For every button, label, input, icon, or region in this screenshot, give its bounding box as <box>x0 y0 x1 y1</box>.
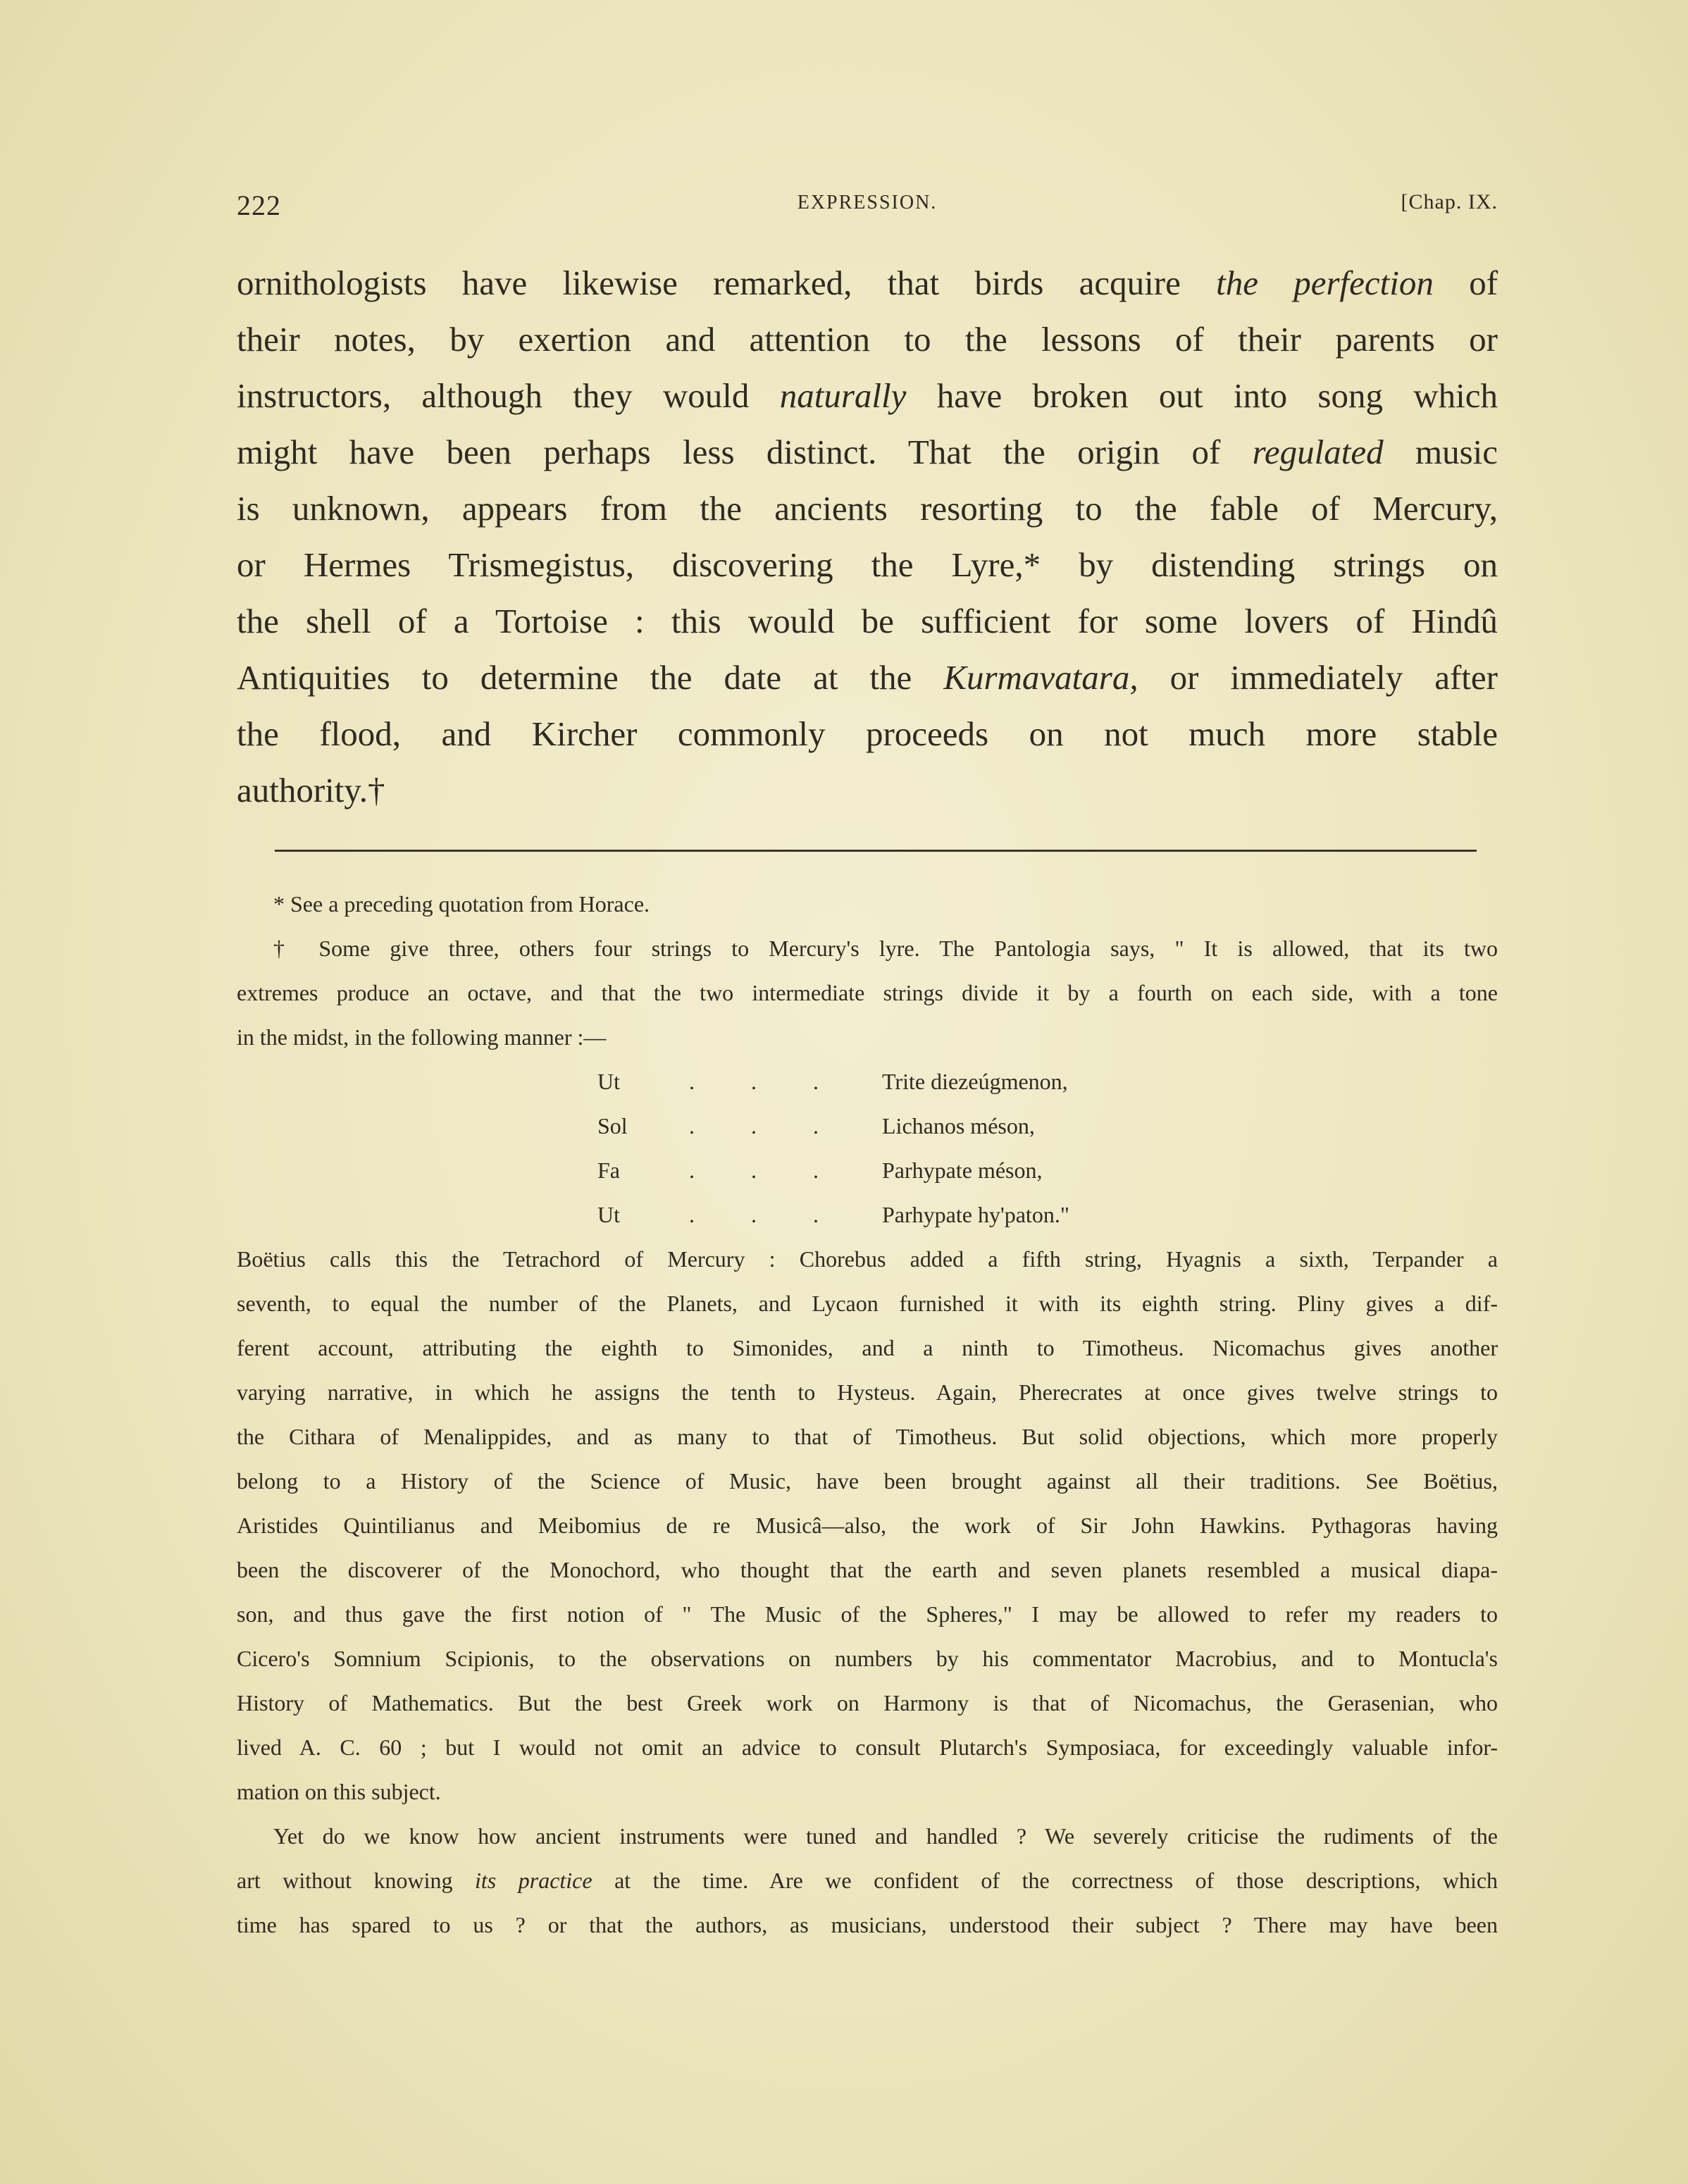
table-row <box>597 1148 1161 1193</box>
text-line: Antiquities to determine the date at the Kurmavatara, or immediately after <box>237 658 1498 697</box>
footnote-text-line: mation on this subject. <box>237 1779 441 1804</box>
footnote-text-line: seventh, to equal the number of the Planets, and Lycaon furnished it with its eighth string. Pliny gives a dif- <box>237 1291 1498 1316</box>
footnote-text-line: belong to a History of the Science of Music, have been brought against all their traditions. See Boëtius, <box>237 1468 1498 1494</box>
text-line: their notes, by exertion and attention to the lessons of their parents or <box>237 320 1498 359</box>
footnote-text-line: History of Mathematics. But the best Greek work on Harmony is that of Nicomachus, the Gerasenian, who <box>237 1690 1498 1715</box>
text-line: or Hermes Trismegistus, discovering the Lyre,* by distending strings on <box>237 545 1498 584</box>
footnote-2-line: extremes produce an octave, and that the two intermediate strings divide it by a fourth on each side, with a tone <box>237 980 1498 1005</box>
emphasis: naturally <box>779 376 907 415</box>
table-row <box>597 1104 1161 1148</box>
footnote-text-line: Cicero's Somnium Scipionis, to the observations on numbers by his commentator Macrobius, and to Montucla's <box>237 1646 1498 1671</box>
leader-dots: . . . <box>689 1069 844 1094</box>
footnote-text-line: ferent account, attributing the eighth to Simonides, and a ninth to Timotheus. Nicomachus gives another <box>237 1335 1498 1360</box>
text-line: authority.† <box>237 771 385 809</box>
main-text <box>237 255 1498 819</box>
footnote-text-line: varying narrative, in which he assigns the tenth to Hysteus. Again, Pherecrates at once gives twelve strings to <box>237 1379 1498 1405</box>
page-number: 222 <box>237 190 281 221</box>
string-name: Parhypate hy'paton." <box>882 1202 1069 1227</box>
emphasis: Kurmavatara, <box>943 658 1138 697</box>
string-name: Trite diezeúgmenon, <box>882 1069 1068 1094</box>
leader-dots: . . . <box>689 1202 844 1227</box>
string-name: Lichanos méson, <box>882 1113 1035 1138</box>
note-name: Fa <box>597 1158 620 1183</box>
text-line: is unknown, appears from the ancients resorting to the fable of Mercury, <box>237 489 1498 528</box>
footnote-text-line: art without knowing its practice at the time. Are we confident of the correctness of those descriptions, which <box>237 1868 1498 1893</box>
footnote-text-line: Yet do we know how ancient instruments were tuned and handled ? We severely criticise the rudiments of the <box>273 1823 1498 1849</box>
text-line: the shell of a Tortoise : this would be sufficient for some lovers of Hindû <box>237 602 1498 640</box>
footnote-2-line: in the midst, in the following manner :— <box>237 1024 607 1050</box>
table-row <box>597 1193 1161 1237</box>
note-name: Ut <box>597 1069 620 1094</box>
emphasis: the perfection <box>1216 263 1434 302</box>
footnote-text-line: lived A. C. 60 ; but I would not omit an advice to consult Plutarch's Symposiaca, for exceedingly valuable infor- <box>237 1735 1498 1760</box>
running-head: EXPRESSION. <box>797 192 938 213</box>
text-line: ornithologists have likewise remarked, that birds acquire the perfection of <box>237 263 1498 302</box>
table-row <box>597 1060 1161 1104</box>
chapter-label: [Chap. IX. <box>1401 190 1498 213</box>
tetrachord-table <box>597 1060 1161 1237</box>
footnotes <box>237 882 1498 1947</box>
text-line: instructors, although they would naturally have broken out into song which <box>237 376 1498 415</box>
footnote-1: * See a preceding quotation from Horace. <box>273 891 650 917</box>
string-name: Parhypate méson, <box>882 1158 1043 1183</box>
note-name: Sol <box>597 1113 628 1138</box>
leader-dots: . . . <box>689 1113 844 1138</box>
note-name: Ut <box>597 1202 620 1227</box>
footnote-text-line: Boëtius calls this the Tetrachord of Mercury : Chorebus added a fifth string, Hyagnis a sixth, Terpander a <box>237 1246 1498 1272</box>
text-line: the flood, and Kircher commonly proceeds on not much more stable <box>237 714 1498 753</box>
text-line: might have been perhaps less distinct. That the origin of regulated music <box>237 433 1498 471</box>
footnote-text-line: son, and thus gave the first notion of " The Music of the Spheres," I may be allowed to refer my readers to <box>237 1601 1498 1627</box>
emphasis: regulated <box>1252 433 1384 471</box>
footnote-text-line: been the discoverer of the Monochord, who thought that the earth and seven planets resembled a musical diapa- <box>237 1557 1498 1582</box>
footnote-text-line: the Cithara of Menalippides, and as many to that of Timotheus. But solid objections, which more properly <box>237 1424 1498 1449</box>
footnote-text-line: Aristides Quintilianus and Meibomius de re Musicâ—also, the work of Sir John Hawkins. Pythagoras having <box>237 1513 1498 1538</box>
leader-dots: . . . <box>689 1158 844 1183</box>
footnote-divider <box>275 850 1477 852</box>
page-header <box>237 189 1498 231</box>
footnote-2-line: † Some give three, others four strings to Mercury's lyre. The Pantologia says, " It is allowed, that its two <box>273 936 1498 961</box>
footnote-text-line: time has spared to us ? or that the authors, as musicians, understood their subject ? There may have been <box>237 1912 1498 1937</box>
emphasis: its practice <box>475 1868 592 1893</box>
